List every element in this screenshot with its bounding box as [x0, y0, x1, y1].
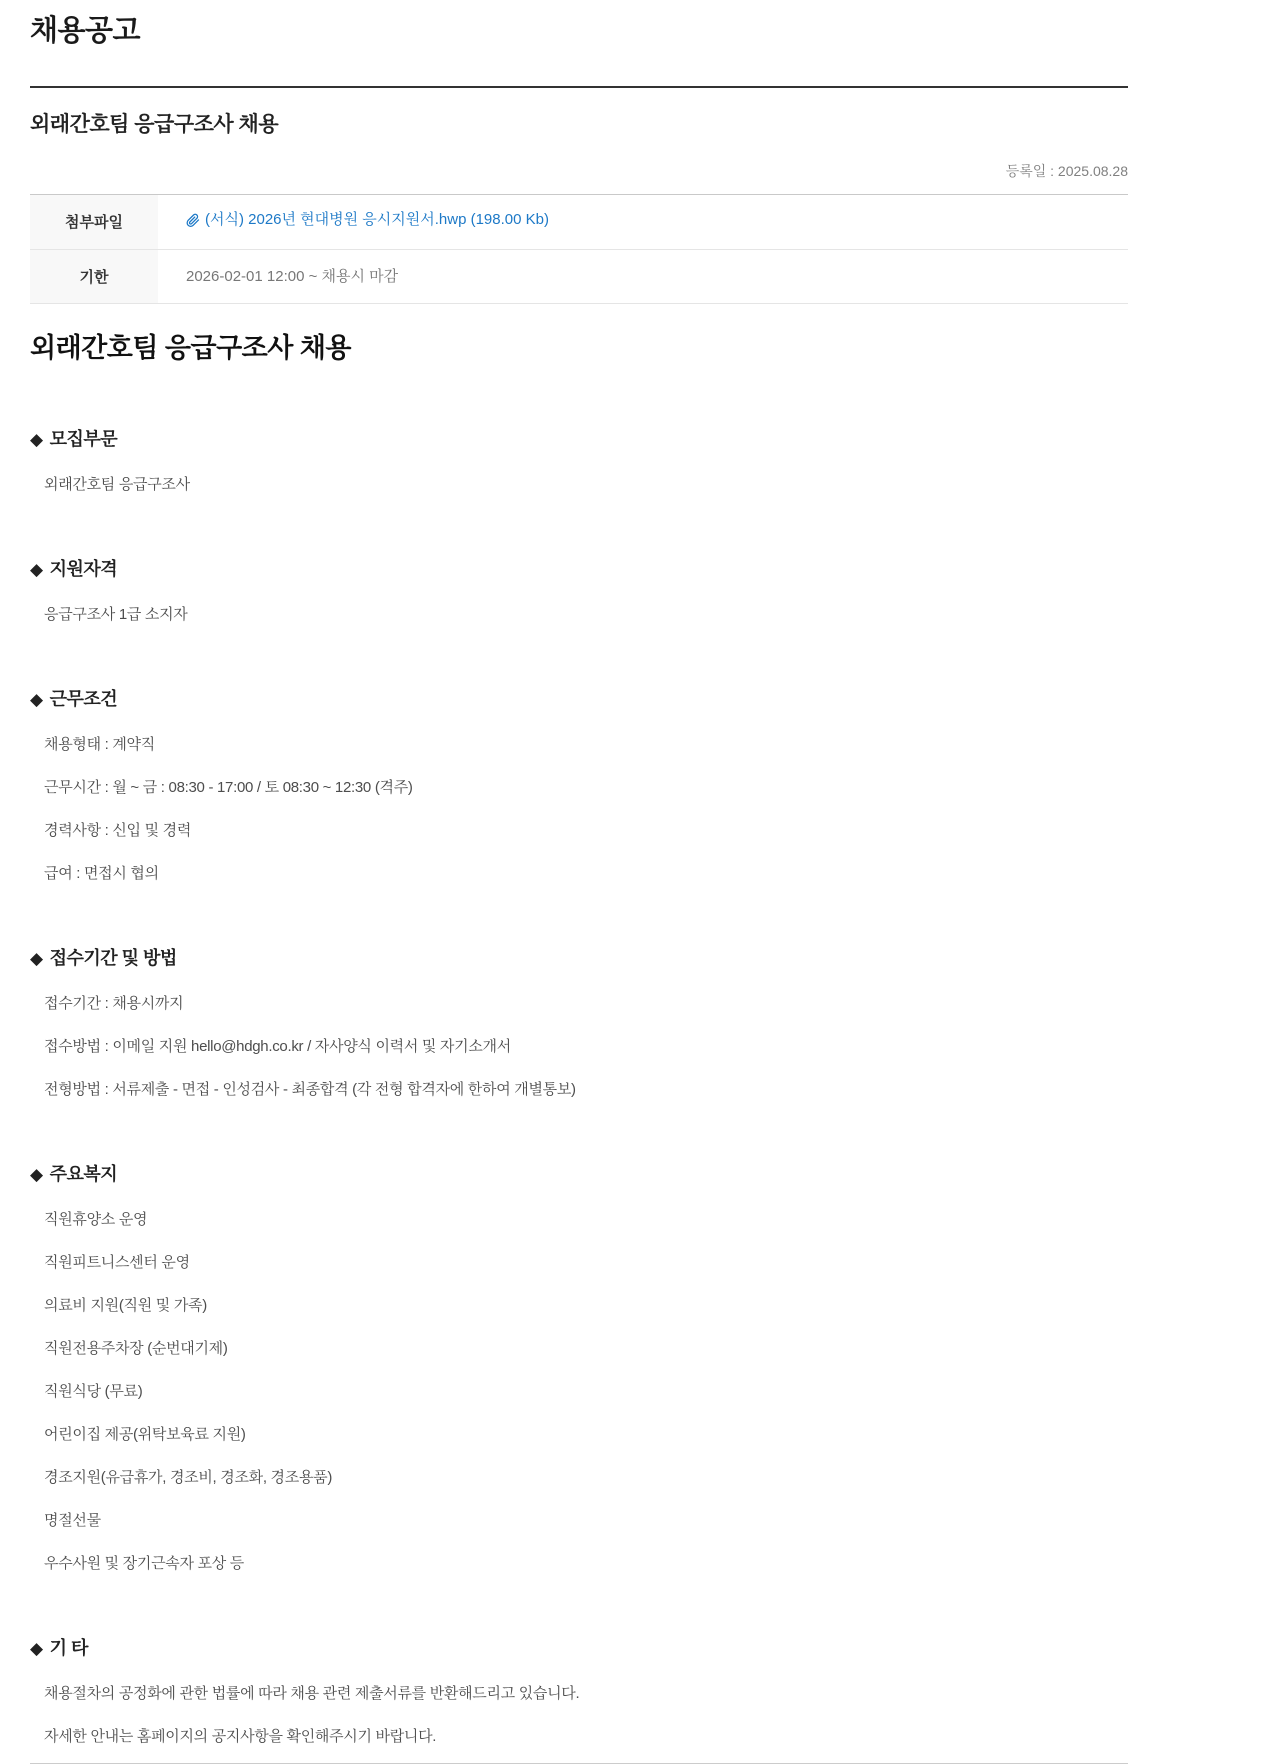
section-line: 경조지원(유급휴가, 경조비, 경조화, 경조용품) [44, 1468, 333, 1486]
section-line: 어린이집 제공(위탁보육료 지원) [44, 1425, 246, 1443]
deadline-row-label: 기한 [30, 250, 158, 303]
section-line: 명절선물 [44, 1511, 101, 1529]
section-welfare [30, 1163, 1128, 1573]
section-qualification [30, 558, 1128, 624]
section-heading [30, 1637, 1128, 1660]
diamond-icon: ◆ [30, 559, 43, 579]
attachment-row-label: 첨부파일 [30, 195, 158, 249]
section-heading [30, 428, 1128, 451]
section-title: 접수기간 및 방법 [49, 947, 177, 968]
section-heading [30, 1163, 1128, 1186]
section-title: 모집부문 [49, 428, 118, 449]
post-info-table [30, 194, 1128, 304]
deadline-row-value: 2026-02-01 12:00 ~ 채용시 마감 [186, 267, 399, 285]
section-application [30, 947, 1128, 1099]
section-heading [30, 688, 1128, 711]
section-line: 의료비 지원(직원 및 가족) [44, 1296, 207, 1314]
section-title: 지원자격 [49, 558, 118, 579]
diamond-icon: ◆ [30, 1164, 43, 1184]
diamond-icon: ◆ [30, 1638, 43, 1658]
section-line: 채용절차의 공정화에 관한 법률에 따라 채용 관련 제출서류를 반환해드리고 있습니다. [44, 1684, 580, 1702]
page-title: 채용공고 [30, 15, 141, 47]
section-line: 접수기간 : 채용시까지 [44, 994, 184, 1012]
section-line: 직원피트니스센터 운영 [44, 1253, 190, 1271]
post-subtitle: 외래간호팀 응급구조사 채용 [30, 113, 279, 136]
section-title: 기 타 [49, 1637, 88, 1658]
table-row-deadline [30, 250, 1128, 304]
section-line: 직원휴양소 운영 [44, 1210, 148, 1228]
section-line: 우수사원 및 장기근속자 포상 등 [44, 1554, 244, 1572]
diamond-icon: ◆ [30, 689, 43, 709]
section-line: 직원전용주차장 (순번대기제) [44, 1339, 228, 1357]
attachment-file-name: (서식) 2026년 현대병원 응시지원서.hwp (198.00 Kb) [205, 211, 549, 228]
section-heading [30, 558, 1128, 581]
bottom-divider [30, 1763, 1128, 1764]
diamond-icon: ◆ [30, 429, 43, 449]
section-heading [30, 947, 1128, 970]
section-line: 직원식당 (무료) [44, 1382, 143, 1400]
section-line: 근무시간 : 월 ~ 금 : 08:30 - 17:00 / 토 08:30 ~ 12:30 (격주) [44, 778, 413, 796]
section-line: 자세한 안내는 홈페이지의 공지사항을 확인해주시기 바랍니다. [44, 1727, 437, 1745]
section-work-conditions [30, 688, 1128, 883]
section-line: 경력사항 : 신입 및 경력 [44, 821, 192, 839]
post-body-heading: 외래간호팀 응급구조사 채용 [30, 332, 351, 363]
section-line: 급여 : 면접시 협의 [44, 864, 159, 882]
section-line: 응급구조사 1급 소지자 [44, 605, 188, 623]
section-line: 전형방법 : 서류제출 - 면접 - 인성검사 - 최종합격 (각 전형 합격자에 한하여 개별통보) [44, 1080, 576, 1098]
title-divider [30, 86, 1128, 88]
section-recruit-field [30, 428, 1128, 494]
paperclip-icon [186, 213, 200, 228]
attachment-row-value [158, 195, 1128, 249]
section-line: 채용형태 : 계약직 [44, 735, 155, 753]
registered-date: 등록일 : 2025.08.28 [1005, 163, 1128, 179]
section-line: 외래간호팀 응급구조사 [44, 475, 190, 493]
section-title: 근무조건 [49, 688, 118, 709]
diamond-icon: ◆ [30, 948, 43, 968]
section-line: 접수방법 : 이메일 지원 hello@hdgh.co.kr / 자사양식 이력서 및 자기소개서 [44, 1037, 511, 1055]
attachment-file-link[interactable] [186, 211, 549, 229]
section-etc [30, 1637, 1128, 1746]
section-title: 주요복지 [49, 1163, 118, 1184]
page-container [30, 0, 1128, 1764]
table-row-attachment [30, 195, 1128, 250]
